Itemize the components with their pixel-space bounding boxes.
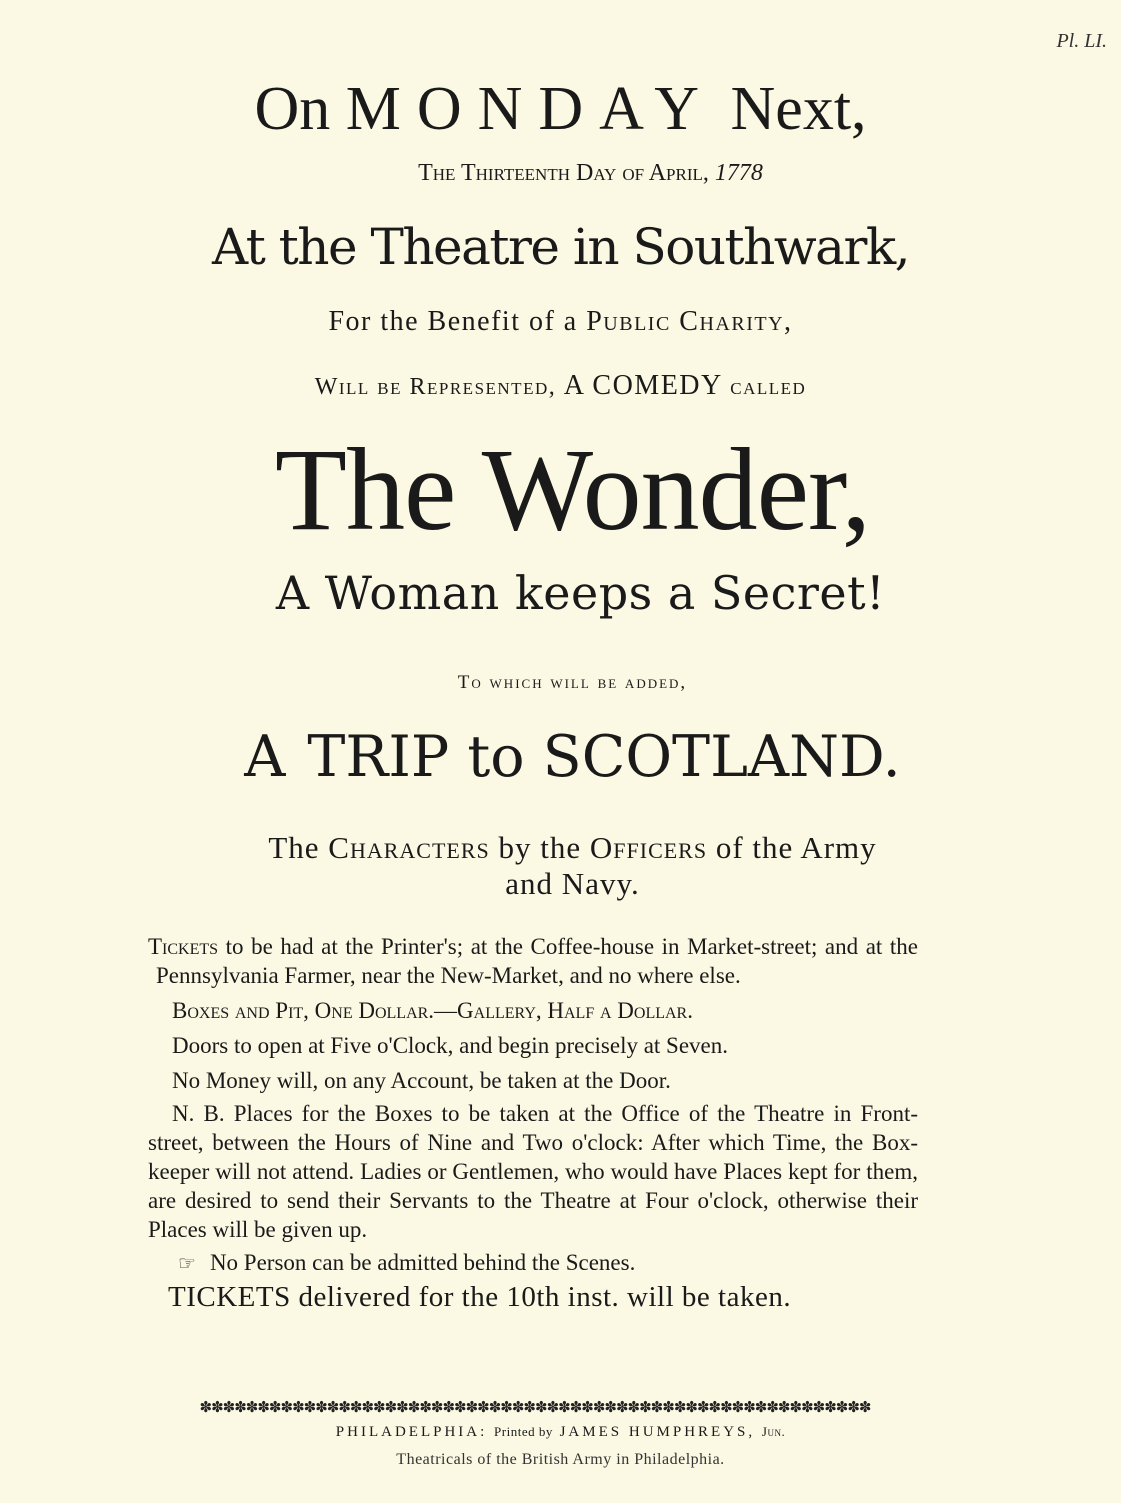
officers-word: Officers bbox=[589, 830, 708, 865]
benefit-charity: Public Charity, bbox=[586, 306, 793, 337]
benefit-pre: For the Benefit of a bbox=[328, 306, 578, 337]
characters-notice bbox=[12, 830, 1121, 902]
plate-label: Pl. LI. bbox=[1056, 30, 1107, 52]
date-year: 1778 bbox=[714, 160, 763, 186]
tickets-delivered: TICKETS delivered for the 10th inst. will be taken. bbox=[168, 1281, 792, 1313]
characters-line1 bbox=[12, 830, 1121, 866]
represented-comedy: A COMEDY bbox=[563, 370, 723, 401]
represented-sc1: Will be Represented, bbox=[314, 374, 557, 400]
imprint bbox=[0, 1424, 1121, 1441]
venue: At the Theatre in Southwark, bbox=[211, 218, 910, 276]
afterpiece-b: TRIP to SCOTLAND. bbox=[307, 724, 901, 790]
headline-on: On bbox=[254, 75, 331, 143]
headline-monday bbox=[0, 74, 1121, 145]
headline-monday-word: MONDAY bbox=[345, 75, 716, 143]
money-notice: No Money will, on any Account, be taken at the Door. bbox=[172, 1068, 671, 1093]
play-subtitle: A Woman keeps a Secret! bbox=[275, 566, 886, 620]
characters-post: of the Army bbox=[715, 830, 877, 865]
characters-pre: The bbox=[268, 830, 320, 865]
nb-notice bbox=[148, 1099, 918, 1244]
notices bbox=[148, 932, 918, 1312]
nb-text: N. B. Places for the Boxes to be taken at the Office of the Theatre in Front-street, between the Hours of Nine and Two o'clock: After which Time, the Box-keeper will not attend. Ladies or Gentlemen, who would have Places kept for them, are desired to send their Servants to the Theatre at Four o'clock, otherwise their Places will be given up. bbox=[148, 1101, 918, 1242]
tickets-text: to be had at the Printer's; at the Coffee-house in Market-street; and at the Pennsylvania Farmer, near the New-Market, and no where else. bbox=[156, 934, 918, 988]
added-line: To which will be added, bbox=[457, 672, 688, 693]
play-title: The Wonder, bbox=[274, 424, 871, 555]
characters-line2: and Navy. bbox=[505, 866, 640, 901]
characters-word: Characters bbox=[328, 830, 490, 865]
characters-mid: by the bbox=[498, 830, 582, 865]
doors-notice: Doors to open at Five o'Clock, and begin precisely at Seven. bbox=[172, 1033, 729, 1058]
tickets-word: Tickets bbox=[148, 934, 219, 959]
tickets-notice bbox=[148, 932, 918, 990]
represented-line bbox=[0, 370, 1121, 402]
scenes-notice bbox=[148, 1248, 918, 1279]
afterpiece-title bbox=[12, 724, 1121, 790]
represented-called: called bbox=[730, 374, 807, 400]
imprint-jun: Jun. bbox=[761, 1424, 786, 1439]
ornament-rule: ✽✽✽✽✽✽✽✽✽✽✽✽✽✽✽✽✽✽✽✽✽✽✽✽✽✽✽✽✽✽✽✽✽✽✽✽✽✽✽✽✽✽✽✽✽✽✽✽✽✽✽✽✽✽✽✽✽✽ bbox=[199, 1398, 871, 1416]
imprint-printer: JAMES HUMPHREYS, bbox=[559, 1424, 756, 1440]
headline-next: Next, bbox=[730, 75, 867, 143]
pointing-hand-icon: ☞ bbox=[178, 1253, 196, 1275]
date-text: The Thirteenth Day of April, bbox=[418, 160, 709, 186]
imprint-city: PHILADELPHIA: bbox=[335, 1424, 488, 1440]
benefit-line bbox=[0, 306, 1121, 338]
prices-notice: Boxes and Pit, One Dollar.—Gallery, Half a Dollar. bbox=[172, 998, 693, 1023]
performance-date bbox=[30, 160, 1121, 187]
afterpiece-a: A bbox=[244, 724, 286, 790]
imprint-printed-by: Printed by bbox=[494, 1424, 553, 1439]
plate-caption: Theatricals of the British Army in Philadelphia. bbox=[396, 1451, 725, 1468]
scenes-text: No Person can be admitted behind the Scenes. bbox=[209, 1250, 636, 1275]
